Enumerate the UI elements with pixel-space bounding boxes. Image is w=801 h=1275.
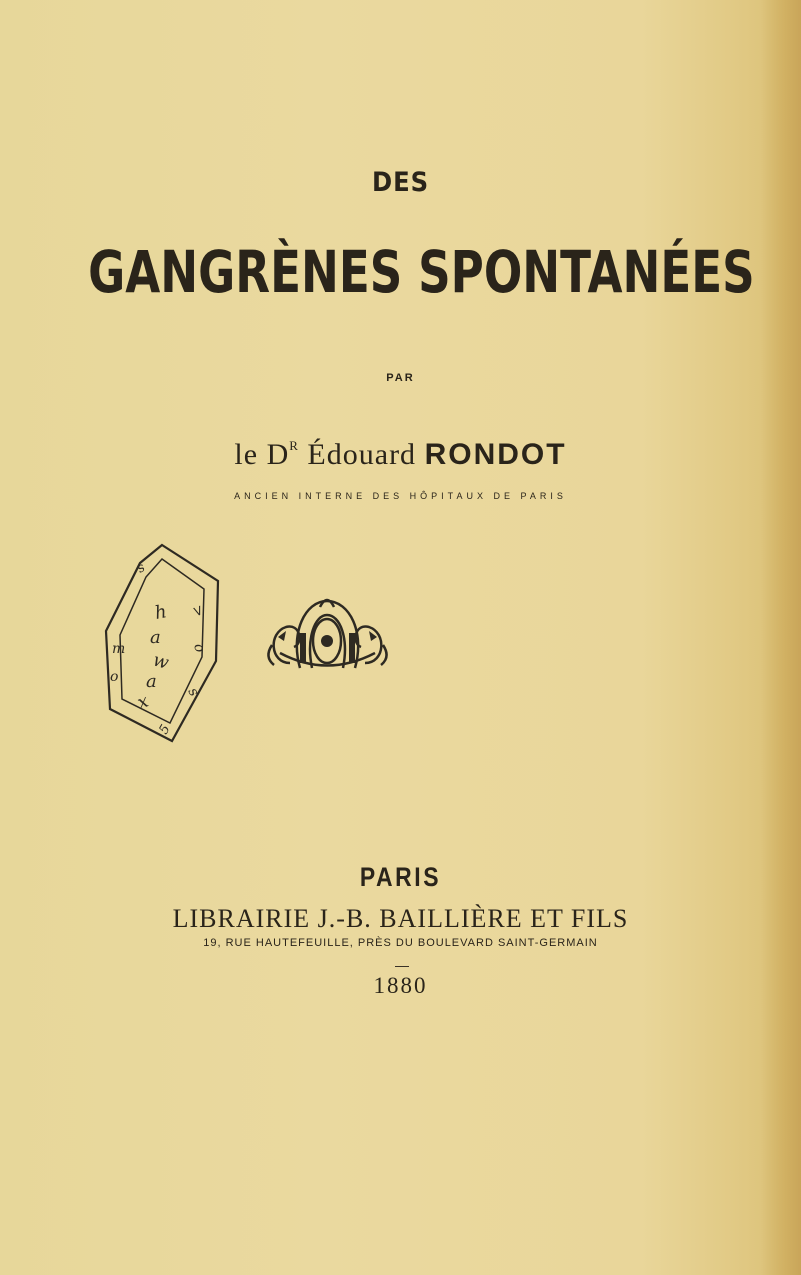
book-title: GANGRÈNES SPONTANÉES <box>88 238 755 306</box>
author-prefix: le <box>234 438 259 471</box>
svg-text:w: w <box>150 649 172 674</box>
author-first-name: Édouard <box>307 438 417 471</box>
title-prefix: DES <box>372 167 429 198</box>
publisher-name: LIBRAIRIE J.-B. BAILLIÈRE ET FILS <box>172 904 629 933</box>
author-surname: RONDOT <box>424 438 567 471</box>
divider <box>395 966 409 967</box>
publisher-city: PARIS <box>359 862 442 892</box>
svg-text:x: x <box>134 690 152 714</box>
page-edge-shadow <box>761 0 801 1275</box>
publisher-address: 19, RUE HAUTEFEUILLE, PRÈS DU BOULEVARD SAINT-GERMAIN <box>203 937 598 949</box>
svg-text:a: a <box>150 627 161 648</box>
author-title-sup: R <box>289 438 299 453</box>
svg-text:>: > <box>188 602 208 620</box>
svg-text:h: h <box>153 601 169 624</box>
svg-text:o: o <box>110 669 119 685</box>
author-line <box>0 438 801 472</box>
library-stamp <box>100 541 225 746</box>
svg-text:a: a <box>146 671 157 692</box>
svg-text:5: 5 <box>156 722 174 737</box>
svg-text:s: s <box>134 560 148 577</box>
svg-text:o: o <box>190 641 208 655</box>
svg-text:s: s <box>184 685 202 700</box>
svg-text:m: m <box>112 641 126 657</box>
author-position: ANCIEN INTERNE DES HÔPITAUX DE PARIS <box>234 491 567 501</box>
publisher-emblem <box>260 593 395 678</box>
by-line: PAR <box>386 372 415 384</box>
publication-year: 1880 <box>373 973 428 998</box>
author-title: $D^R$ <box>266 438 299 471</box>
